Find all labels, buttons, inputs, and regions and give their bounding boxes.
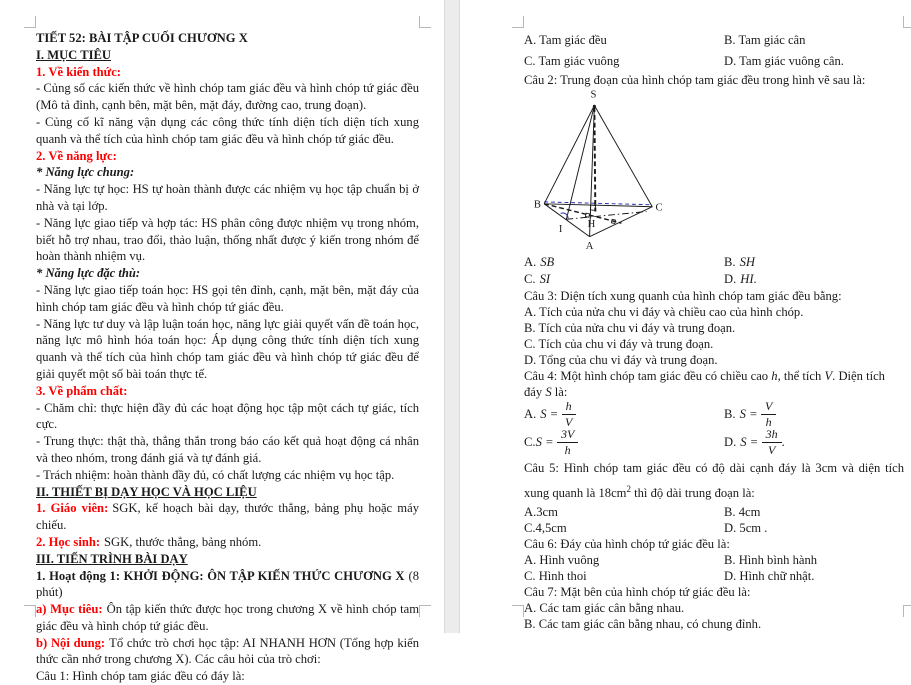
q2-option-b: B. SH (724, 255, 755, 269)
q1-option-a: A. Tam giác đều (524, 33, 607, 47)
q4-option-d: D. S = $\frac{3h}{V}$ . (724, 426, 785, 457)
q2-option-a: A. SB (524, 255, 555, 269)
q5-option-d: D. 5cm . (724, 521, 768, 536)
paragraph: - Năng lực tư duy và lập luận toán học, năng lực giải quyết vấn đề toán học, năng lực mô hình hóa toán học: Áp dụng công thức tính diện tích xung quanh và thể tích của hình chóp tam giác đều và hình chóp tứ giác đều để giải quyết một số bài toán thực tế. (36, 316, 419, 381)
fraction-d: $\frac{3h}{V}$ (762, 428, 782, 456)
paragraph-muc-tieu (36, 601, 419, 635)
q5-options-row-1 (524, 504, 904, 520)
vertex-label-i: I (558, 223, 563, 235)
text-muc-tieu: Ôn tập kiến thức được học trong chương X về hình chóp tam giác đều và hình chóp tứ giác đều. (36, 602, 420, 633)
q2-option-d: D. HI. (724, 272, 757, 286)
fraction-a: $\frac{h}{V}$ (562, 400, 576, 428)
right-page-text (524, 30, 904, 632)
q5-option-a: A.3cm (524, 505, 558, 520)
document-page-right[interactable] (460, 0, 911, 633)
label-giao-vien: 1. Giáo viên: (36, 501, 109, 516)
text-giao-vien: SGK, kế hoạch bài dạy, thước thẳng, bảng phụ hoặc máy chiếu. (36, 501, 419, 533)
subheading-kien-thuc: 1. Về kiến thức: (36, 64, 121, 79)
question-7: Câu 7: Mặt bên của hình chóp tứ giác đều là: (524, 585, 751, 600)
q3-option-a: A. Tích của nửa chu vi đáy và chiều cao của hình chóp. (524, 305, 804, 319)
section-heading-tien-trinh: III. TIẾN TRÌNH BÀI DẠY (36, 551, 188, 566)
text-hoc-sinh: SGK, thước thẳng, bảng nhóm. (104, 534, 262, 549)
pyramid-svg (530, 88, 680, 254)
q3-option-c: C. Tích của chu vi đáy và trung đoạn. (524, 337, 714, 351)
q4-option-c: C. S = $\frac{3V}{h}$ (524, 428, 724, 456)
q6-options-row-1 (524, 552, 904, 568)
left-page-text (36, 30, 419, 685)
q2-option-c: C. SI (524, 272, 551, 286)
vertex-label-b: B (533, 199, 541, 211)
paragraph-noi-dung (36, 635, 419, 669)
q6-option-c: C. Hình thoi (524, 569, 587, 584)
text-boundary-corner (903, 605, 911, 617)
q4-options-row-2 (524, 428, 904, 456)
q6-option-b: B. Hình bình hành (724, 553, 818, 568)
fraction-c: $\frac{3V}{h}$ (557, 428, 578, 456)
question-4: Câu 4: Một hình chóp tam giác đều có chiều cao h, thể tích V. Diện tích đáy S là: (524, 369, 885, 399)
subheading-nang-luc-chung: * Năng lực chung: (36, 165, 135, 180)
paragraph: - Chăm chỉ: thực hiện đầy đủ các hoạt động học tập một cách tự giác, tích cực. (36, 400, 419, 432)
q1-option-d: D. Tam giác vuông cân. (724, 54, 844, 68)
text-boundary-corner (419, 605, 431, 617)
q7-option-b: B. Các tam giác cân bằng nhau, có chung đỉnh. (524, 617, 762, 632)
text-boundary-corner (903, 16, 911, 28)
label-hoat-dong-1: 1. Hoạt động 1: KHỞI ĐỘNG: ÔN TẬP KIẾN THỨC CHƯƠNG X (36, 568, 405, 583)
paragraph: - Năng lực tự học: HS tự hoàn thành được các nhiệm vụ học tập chuẩn bị ở nhà và tại lớp. (36, 182, 419, 213)
subheading-nang-luc-dac-thu: * Năng lực đặc thù: (36, 266, 141, 281)
q6-option-a: A. Hình vuông (524, 553, 600, 568)
label-muc-tieu: a) Mục tiêu: (36, 602, 103, 617)
q1-options-row-2 (524, 51, 904, 72)
q1-options-row-1 (524, 30, 904, 51)
paragraph-giao-vien (36, 500, 419, 534)
superscript-2: 2 (626, 484, 631, 494)
section-heading-thiet-bi: II. THIẾT BỊ DẠY HỌC VÀ HỌC LIỆU (36, 484, 257, 499)
vertex-label-s: S (590, 89, 597, 101)
q3-option-d: D. Tổng của chu vi đáy và trung đoạn. (524, 353, 718, 367)
page-title: TIẾT 52: BÀI TẬP CUỐI CHƯƠNG X (36, 31, 248, 45)
text-boundary-corner (24, 16, 36, 28)
q2-options-row-2 (524, 271, 904, 288)
text-noi-dung: Tổ chức trò chơi học tập: AI NHANH HƠN (Tổng hợp kiến thức cần nhớ trong chương X). Các câu hỏi của trò chơi: (36, 635, 419, 667)
vertex-label-h: H (587, 218, 596, 230)
q4-options-row-1 (524, 400, 904, 428)
subheading-pham-chat: 3. Về phẩm chất: (36, 383, 128, 398)
text-boundary-corner (24, 605, 36, 617)
question-2: Câu 2: Trung đoạn của hình chóp tam giác đều trong hình vẽ sau là: (524, 73, 866, 87)
question-3: Câu 3: Diện tích xung quanh của hình chóp tam giác đều bằng: (524, 289, 842, 303)
vertex-label-c: C (655, 202, 663, 214)
paragraph-hoat-dong-1 (36, 568, 419, 602)
q6-options-row-2 (524, 568, 904, 584)
q4-option-b: B. S = $\frac{V}{h}$ (724, 400, 904, 428)
q6-option-d: D. Hình chữ nhật. (724, 569, 815, 584)
paragraph-hoc-sinh (36, 534, 419, 551)
text-boundary-corner (512, 16, 524, 28)
q5-option-c: C.4,5cm (524, 521, 567, 536)
label-noi-dung: b) Nội dung: (36, 635, 106, 650)
paragraph: - Năng lực giao tiếp và hợp tác: HS phân công được nhiệm vụ trong nhóm, biết hỗ trợ nhau, trao đổi, thảo luận, thống nhất được ý kiến trong nhóm để hoàn thành nhiệm vụ. (36, 215, 419, 264)
q5-option-b: B. 4cm (724, 505, 761, 520)
question-6: Câu 6: Đáy của hình chóp tứ giác đều là: (524, 537, 730, 552)
q7-option-a: A. Các tam giác cân bằng nhau. (524, 601, 685, 616)
pyramid-figure (524, 88, 904, 254)
q2-options-row-1 (524, 254, 904, 271)
question-5: Câu 5: Hình chóp tam giác đều có độ dài cạnh đáy là 3cm và diện tích xung quanh là $18cm^2$ thì độ dài trung đoạn là: (524, 461, 904, 501)
label-hoc-sinh: 2. Học sinh: (36, 534, 101, 549)
text-hoat-dong-duration: (8 phút) (36, 568, 419, 600)
document-page-left[interactable] (0, 0, 444, 684)
q3-option-b: B. Tích của nửa chu vi đáy và trung đoạn. (524, 321, 736, 335)
text-boundary-corner (512, 605, 524, 617)
paragraph: - Củng số các kiến thức về hình chóp tam giác đều và hình chóp tứ giác đều (Mô tả đỉnh, cạnh bên, mặt bên, mặt đáy, đường cao, trung đoạn). (36, 81, 419, 113)
q4-option-a: A. S = $\frac{h}{V}$ (524, 400, 724, 428)
paragraph: - Năng lực giao tiếp toán học: HS gọi tên đỉnh, cạnh, mặt bên, mặt đáy của hình chóp tam giác đều và hình chóp tứ giác đều. (36, 282, 419, 314)
section-heading-muc-tieu: I. MỤC TIÊU (36, 47, 111, 62)
text-boundary-corner (419, 16, 431, 28)
fraction-b: $\frac{V}{h}$ (761, 400, 776, 428)
vertex-label-a: A (585, 241, 594, 253)
subheading-nang-luc: 2. Về năng lực: (36, 148, 117, 163)
q1-option-b: B. Tam giác cân (724, 33, 806, 47)
question-1: Câu 1: Hình chóp tam giác đều có đáy là: (36, 669, 245, 684)
paragraph: - Củng cố kĩ năng vận dụng các công thức tính diện tích diện tích xung quanh và thể tích của hình chóp tam giác đều và hình chóp tứ giác đều. (36, 114, 419, 146)
q5-options-row-2 (524, 520, 904, 536)
paragraph: - Trung thực: thật thà, thẳng thắn trong báo cáo kết quả hoạt động cá nhân và theo nhóm, trong đánh giá và tự đánh giá. (36, 434, 419, 465)
page-gap (444, 0, 460, 633)
q1-option-c: C. Tam giác vuông (524, 54, 620, 68)
paragraph: - Trách nhiệm: hoàn thành đầy đủ, có chất lượng các nhiệm vụ học tập. (36, 467, 395, 482)
